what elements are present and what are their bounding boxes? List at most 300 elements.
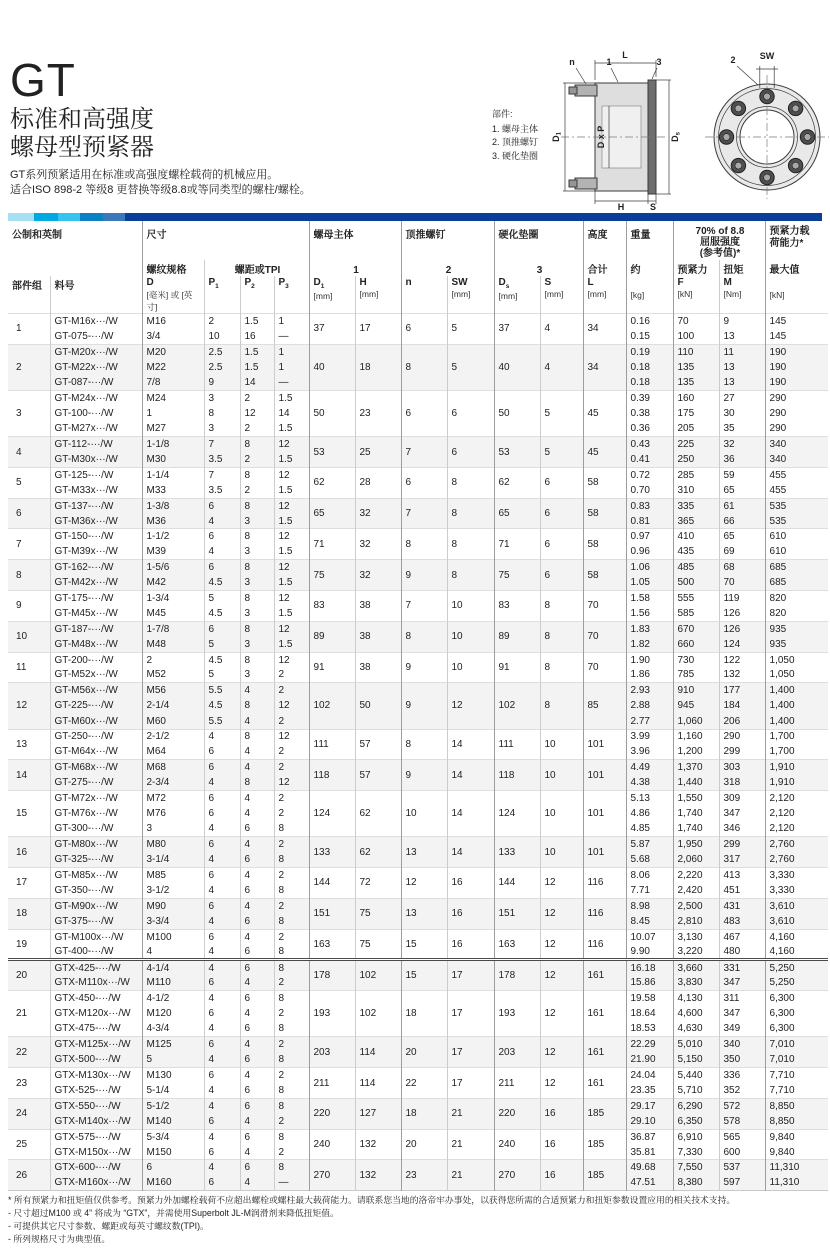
torque-m-cell: 126 bbox=[719, 621, 765, 636]
table-row bbox=[8, 390, 828, 405]
pitch-p3-cell: 2 bbox=[274, 1037, 309, 1052]
max-capacity-cell: 2,120 bbox=[769, 823, 795, 835]
weight-cell: 2.93 bbox=[626, 683, 673, 698]
preload-f-cell: 335 bbox=[673, 498, 719, 513]
pitch-p3-cell: 8 bbox=[274, 945, 309, 960]
jackbolt-head-circle bbox=[723, 134, 730, 141]
max-capacity-cell: 935 bbox=[765, 637, 828, 652]
thread-size-cell: 4 bbox=[142, 945, 204, 960]
pitch-p3-cell: 1.5 bbox=[274, 544, 309, 559]
ds-cell: 118 bbox=[494, 760, 540, 791]
weight-cell: 3.99 bbox=[626, 729, 673, 744]
col-max-kn: [kN] bbox=[769, 290, 785, 300]
callout-label-1: 1 bbox=[606, 57, 612, 67]
side-view bbox=[561, 60, 671, 204]
weight-cell: 10.07 bbox=[626, 929, 673, 944]
weight-cell: 1.83 bbox=[626, 621, 673, 636]
part-number-cell: GT-112-···/W bbox=[50, 437, 142, 452]
s-cell: 6 bbox=[540, 529, 583, 560]
torque-m-cell: 11 bbox=[719, 344, 765, 359]
weight-cell: 23.35 bbox=[626, 1083, 673, 1098]
thread-size-cell: M33 bbox=[142, 483, 204, 498]
preload-f-cell: 4,630 bbox=[673, 1021, 719, 1036]
s-cell: 5 bbox=[540, 437, 583, 468]
max-capacity-cell: 2,120 bbox=[769, 808, 795, 820]
torque-m-cell: 565 bbox=[719, 1129, 765, 1144]
max-capacity-cell: 1,910 bbox=[765, 760, 828, 775]
s-cell: 12 bbox=[540, 1037, 583, 1068]
s-cell: 16 bbox=[540, 1160, 583, 1191]
table-row bbox=[8, 437, 828, 452]
preload-f-cell: 250 bbox=[673, 452, 719, 467]
table-row bbox=[8, 791, 828, 806]
callout-label-2: 2 bbox=[730, 55, 736, 65]
header-dimensions: 尺寸 bbox=[142, 221, 309, 260]
l-cell: 58 bbox=[583, 529, 626, 560]
header-capacity-line2: 荷能力* bbox=[769, 237, 804, 249]
h-cell: 25 bbox=[355, 437, 401, 468]
pitch-p2-cell: 1.5 bbox=[240, 360, 274, 375]
col-sw: SW [mm] bbox=[447, 276, 494, 314]
torque-m-cell: 70 bbox=[719, 575, 765, 590]
weight-cell: 0.43 bbox=[626, 437, 673, 452]
table-row bbox=[8, 837, 828, 852]
torque-m-cell: 122 bbox=[719, 652, 765, 667]
h-cell: 114 bbox=[355, 1037, 401, 1068]
pitch-p2-cell: 4 bbox=[240, 868, 274, 883]
sw-cell: 8 bbox=[447, 498, 494, 529]
pitch-p3-cell: 1.5 bbox=[274, 606, 309, 621]
d1-cell: 102 bbox=[309, 683, 355, 729]
header-hardened-washer: 硬化垫圈 bbox=[494, 221, 583, 260]
table-row bbox=[8, 467, 828, 482]
pitch-p1-cell: 5.5 bbox=[204, 683, 240, 698]
part-number-cell: GTX-475-···/W bbox=[50, 1021, 142, 1036]
weight-cell: 1.86 bbox=[626, 667, 673, 682]
l-cell: 161 bbox=[583, 1068, 626, 1099]
sw-cell: 14 bbox=[447, 760, 494, 791]
weight-cell: 4.49 bbox=[626, 760, 673, 775]
ds-cell: 270 bbox=[494, 1160, 540, 1191]
part-group-cell: 13 bbox=[8, 729, 50, 760]
pitch-p1-cell: 6 bbox=[204, 1175, 240, 1190]
part-group-cell: 7 bbox=[8, 529, 50, 560]
h-cell: 28 bbox=[355, 467, 401, 498]
weight-cell: 1.06 bbox=[626, 560, 673, 575]
col-p1: $P_1$ bbox=[204, 276, 240, 314]
sw-cell: 14 bbox=[447, 729, 494, 760]
part-number-cell: GTX-550-···/W bbox=[50, 1098, 142, 1113]
weight-cell: 0.16 bbox=[626, 314, 673, 329]
thread-size-cell: 1-3/4 bbox=[142, 591, 204, 606]
color-bar bbox=[8, 213, 822, 221]
pitch-p2-cell: 3 bbox=[240, 637, 274, 652]
sw-cell: 8 bbox=[447, 529, 494, 560]
max-capacity-cell: 4,160 bbox=[765, 929, 828, 944]
pitch-p3-cell: 2 bbox=[274, 868, 309, 883]
l-cell: 185 bbox=[583, 1098, 626, 1129]
page-subtitle bbox=[10, 106, 154, 162]
h-cell: 57 bbox=[355, 729, 401, 760]
thread-size-cell: 1-1/8 bbox=[142, 437, 204, 452]
sw-cell: 17 bbox=[447, 960, 494, 991]
part-number-cell: GT-225-···/W bbox=[50, 698, 142, 713]
torque-m-cell: 347 bbox=[719, 806, 765, 821]
pitch-p3-cell: 2 bbox=[274, 714, 309, 729]
pitch-p3-cell: 1.5 bbox=[274, 575, 309, 590]
header-height: 高度 bbox=[583, 221, 626, 260]
table-row bbox=[8, 560, 828, 575]
l-cell: 45 bbox=[583, 390, 626, 436]
h-cell: 132 bbox=[355, 1160, 401, 1191]
pitch-p2-cell: 6 bbox=[240, 945, 274, 960]
pitch-p3-cell: 2 bbox=[274, 1068, 309, 1083]
table-row bbox=[8, 621, 828, 636]
max-capacity-cell: 7,710 bbox=[765, 1068, 828, 1083]
thread-size-cell: 1 bbox=[142, 406, 204, 421]
part-number-cell: GTX-450-···/W bbox=[50, 991, 142, 1006]
part-group-cell: 15 bbox=[8, 791, 50, 837]
max-capacity-cell: 5,250 bbox=[765, 975, 828, 990]
footnote-line-3: - 可提供其它尺寸参数、螺距或每英寸螺纹数(TPI)。 bbox=[8, 1221, 209, 1231]
ds-cell: 65 bbox=[494, 498, 540, 529]
pitch-p3-cell: 2 bbox=[274, 667, 309, 682]
pitch-p3-cell: 1.5 bbox=[274, 390, 309, 405]
pitch-p3-cell: 2 bbox=[274, 1114, 309, 1129]
torque-m-cell: 35 bbox=[719, 421, 765, 436]
max-capacity-cell: 685 bbox=[765, 575, 828, 590]
header-yield bbox=[673, 221, 765, 260]
part-number-cell: GT-325-···/W bbox=[50, 852, 142, 867]
pitch-p1-cell: 4.5 bbox=[204, 575, 240, 590]
dim-label-sw: SW bbox=[759, 51, 775, 61]
weight-cell: 7.71 bbox=[626, 883, 673, 898]
thread-size-cell: 3-3/4 bbox=[142, 914, 204, 929]
part-number-cell: GT-162-···/W bbox=[50, 560, 142, 575]
ds-cell: 124 bbox=[494, 791, 540, 837]
pitch-p1-cell: 5 bbox=[204, 637, 240, 652]
part-number-cell: GT-M56x···/W bbox=[50, 683, 142, 698]
technical-drawing bbox=[545, 44, 830, 212]
s-cell: 10 bbox=[540, 791, 583, 837]
thread-size-cell: M85 bbox=[142, 868, 204, 883]
h-cell: 38 bbox=[355, 652, 401, 683]
max-capacity-cell: 3,610 bbox=[765, 898, 828, 913]
s-cell: 8 bbox=[540, 652, 583, 683]
max-capacity-cell: 1,050 bbox=[765, 652, 828, 667]
pitch-p3-cell: 8 bbox=[274, 1052, 309, 1067]
thread-size-cell: M36 bbox=[142, 514, 204, 529]
header-jackbolts: 顶推螺钉 bbox=[401, 221, 494, 260]
pitch-p3-cell: 12 bbox=[274, 560, 309, 575]
max-capacity-cell: 1,400 bbox=[765, 698, 828, 713]
thread-size-cell: M72 bbox=[142, 791, 204, 806]
dim-label-h: H bbox=[617, 202, 625, 212]
part-group-cell: 16 bbox=[8, 837, 50, 868]
weight-cell: 0.15 bbox=[626, 329, 673, 344]
preload-f-cell: 2,060 bbox=[673, 852, 719, 867]
torque-m-cell: 13 bbox=[719, 329, 765, 344]
preload-f-cell: 1,740 bbox=[673, 806, 719, 821]
col-part-group: 部件组 bbox=[8, 276, 50, 314]
header-capacity bbox=[765, 221, 828, 260]
dim-label-L: L bbox=[622, 50, 628, 60]
pitch-p2-cell: 12 bbox=[240, 406, 274, 421]
l-cell: 85 bbox=[583, 683, 626, 729]
pitch-p1-cell: 4 bbox=[204, 1098, 240, 1113]
s-cell: 4 bbox=[540, 314, 583, 345]
weight-cell: 15.86 bbox=[626, 975, 673, 990]
pitch-p3-cell: 12 bbox=[274, 467, 309, 482]
thread-size-cell: 3/4 bbox=[142, 329, 204, 344]
sw-cell: 17 bbox=[447, 1068, 494, 1099]
preload-f-cell: 1,160 bbox=[673, 729, 719, 744]
pitch-p3-cell: 1 bbox=[274, 360, 309, 375]
torque-m-cell: 311 bbox=[719, 991, 765, 1006]
thread-size-cell: M64 bbox=[142, 744, 204, 759]
ds-cell: 211 bbox=[494, 1068, 540, 1099]
weight-cell: 0.83 bbox=[626, 498, 673, 513]
weight-cell: 8.98 bbox=[626, 898, 673, 913]
page-title: GT bbox=[10, 54, 76, 106]
max-capacity-cell: 1,050 bbox=[769, 669, 795, 681]
h-cell: 17 bbox=[355, 314, 401, 345]
ds-cell: 133 bbox=[494, 837, 540, 868]
thread-size-cell: M60 bbox=[142, 714, 204, 729]
pitch-p2-cell: 6 bbox=[240, 1083, 274, 1098]
subtitle-line-2: 螺母型预紧器 bbox=[10, 134, 154, 161]
pitch-p2-cell: 2 bbox=[240, 452, 274, 467]
max-capacity-cell: 6,300 bbox=[769, 1008, 795, 1020]
pitch-p2-cell: 8 bbox=[240, 621, 274, 636]
pitch-p2-cell: 4 bbox=[240, 791, 274, 806]
s-cell: 10 bbox=[540, 837, 583, 868]
pitch-p1-cell: 6 bbox=[204, 837, 240, 852]
torque-m-cell: 9 bbox=[719, 314, 765, 329]
preload-f-cell: 5,440 bbox=[673, 1068, 719, 1083]
preload-f-cell: 6,910 bbox=[673, 1129, 719, 1144]
l-cell: 101 bbox=[583, 729, 626, 760]
max-capacity-cell: 3,610 bbox=[765, 914, 828, 929]
pitch-p3-cell: 2 bbox=[274, 744, 309, 759]
preload-f-cell: 435 bbox=[673, 544, 719, 559]
max-capacity-cell: 290 bbox=[765, 390, 828, 405]
weight-cell: 49.68 bbox=[626, 1160, 673, 1175]
sw-cell: 14 bbox=[447, 791, 494, 837]
sw-cell: 21 bbox=[447, 1098, 494, 1129]
n-cell: 8 bbox=[401, 344, 447, 390]
part-number-cell: GT-100-···/W bbox=[50, 406, 142, 421]
header-yield-line1: 70% of 8.8 bbox=[695, 226, 745, 237]
max-capacity-cell: 340 bbox=[765, 452, 828, 467]
torque-m-cell: 299 bbox=[719, 744, 765, 759]
l-cell: 34 bbox=[583, 314, 626, 345]
jackbolt-head-circle bbox=[735, 105, 742, 112]
n-cell: 20 bbox=[401, 1129, 447, 1160]
d1-cell: 91 bbox=[309, 652, 355, 683]
jackbolt-head-circle bbox=[764, 93, 771, 100]
preload-f-cell: 730 bbox=[673, 652, 719, 667]
pitch-p1-cell: 6 bbox=[204, 806, 240, 821]
header-yield-line3: (参考值)* bbox=[699, 248, 741, 259]
preload-f-cell: 660 bbox=[673, 637, 719, 652]
part-group-cell: 11 bbox=[8, 652, 50, 683]
part-number-cell: GT-350-···/W bbox=[50, 883, 142, 898]
col-part-number: 料号 bbox=[50, 276, 142, 314]
preload-f-cell: 205 bbox=[673, 421, 719, 436]
weight-cell: 0.96 bbox=[626, 544, 673, 559]
footnote-line-4: - 所列规格尺寸为典型值。 bbox=[8, 1234, 111, 1244]
part-number-cell: GT-M42x···/W bbox=[50, 575, 142, 590]
sw-cell: 10 bbox=[447, 621, 494, 652]
torque-m-cell: 347 bbox=[719, 1006, 765, 1021]
pitch-p3-cell: 12 bbox=[274, 498, 309, 513]
jackbolt-head-circle bbox=[792, 105, 799, 112]
torque-m-cell: 65 bbox=[719, 483, 765, 498]
preload-f-cell: 6,290 bbox=[673, 1098, 719, 1113]
header-item-1: 1 bbox=[309, 260, 401, 276]
footnote-line-1: * 所有预紧力和扭矩值仅供参考。预紧力外加螺栓载荷不应超出螺栓或螺柱最大载荷能力。请联系您当地的洛帝牢办事处，以获得您所需的合适预紧力和扭矩参数设置应用的相关技术支持。 bbox=[8, 1195, 736, 1205]
thread-size-cell: M30 bbox=[142, 452, 204, 467]
thread-size-cell: M90 bbox=[142, 898, 204, 913]
preload-f-cell: 2,420 bbox=[673, 883, 719, 898]
h-cell: 32 bbox=[355, 529, 401, 560]
max-capacity-cell: 290 bbox=[769, 408, 787, 420]
subtitle-line-1: 标准和高强度 bbox=[10, 106, 154, 133]
torque-m-cell: 68 bbox=[719, 560, 765, 575]
thread-size-cell: M48 bbox=[142, 637, 204, 652]
preload-f-cell: 4,130 bbox=[673, 991, 719, 1006]
weight-cell: 0.36 bbox=[626, 421, 673, 436]
thread-size-cell: M45 bbox=[142, 606, 204, 621]
thread-size-cell: 1-5/6 bbox=[142, 560, 204, 575]
preload-f-cell: 670 bbox=[673, 621, 719, 636]
pitch-p1-cell: 4.5 bbox=[204, 606, 240, 621]
part-number-cell: GT-M85x···/W bbox=[50, 868, 142, 883]
part-number-cell: GTX-M120x···/W bbox=[50, 1006, 142, 1021]
weight-cell: 1.56 bbox=[626, 606, 673, 621]
pitch-p2-cell: 8 bbox=[240, 467, 274, 482]
weight-cell: 2.77 bbox=[626, 714, 673, 729]
sw-cell: 8 bbox=[447, 560, 494, 591]
h-cell: 75 bbox=[355, 929, 401, 960]
weight-cell: 1.90 bbox=[626, 652, 673, 667]
pitch-p2-cell: 4 bbox=[240, 806, 274, 821]
dim-label-n: n bbox=[569, 57, 575, 67]
l-cell: 116 bbox=[583, 868, 626, 899]
weight-cell: 1.82 bbox=[626, 637, 673, 652]
part-number-cell: GT-M33x···/W bbox=[50, 483, 142, 498]
ds-cell: 220 bbox=[494, 1098, 540, 1129]
torque-m-cell: 299 bbox=[719, 837, 765, 852]
thread-size-cell: 2-3/4 bbox=[142, 775, 204, 790]
pitch-p3-cell: 12 bbox=[274, 698, 309, 713]
max-capacity-cell: 9,840 bbox=[769, 1146, 795, 1158]
pitch-p1-cell: 6 bbox=[204, 791, 240, 806]
pitch-p3-cell: — bbox=[274, 375, 309, 390]
h-cell: 132 bbox=[355, 1129, 401, 1160]
n-cell: 9 bbox=[401, 560, 447, 591]
thread-size-cell: 2-1/4 bbox=[142, 698, 204, 713]
ds-cell: 193 bbox=[494, 991, 540, 1037]
ds-cell: 91 bbox=[494, 652, 540, 683]
s-cell: 10 bbox=[540, 760, 583, 791]
table-row bbox=[8, 498, 828, 513]
max-capacity-cell: 7,010 bbox=[765, 1052, 828, 1067]
dim-label-ds: Ds bbox=[670, 132, 682, 142]
weight-cell: 18.64 bbox=[626, 1006, 673, 1021]
part-number-cell: GTX-M150x···/W bbox=[50, 1145, 142, 1160]
table-row bbox=[8, 760, 828, 775]
torque-m-cell: 350 bbox=[719, 1052, 765, 1067]
pitch-p1-cell: 4.5 bbox=[204, 652, 240, 667]
part-number-cell: GT-M20x···/W bbox=[50, 344, 142, 359]
pitch-p2-cell: 3 bbox=[240, 514, 274, 529]
l-cell: 58 bbox=[583, 467, 626, 498]
pitch-p1-cell: 6 bbox=[204, 529, 240, 544]
n-cell: 23 bbox=[401, 1160, 447, 1191]
pitch-p1-cell: 6 bbox=[204, 560, 240, 575]
d1-cell: 65 bbox=[309, 498, 355, 529]
weight-cell: 16.18 bbox=[626, 960, 673, 975]
d1-cell: 50 bbox=[309, 390, 355, 436]
torque-m-cell: 352 bbox=[719, 1083, 765, 1098]
d1-cell: 270 bbox=[309, 1160, 355, 1191]
thread-size-cell: M120 bbox=[142, 1006, 204, 1021]
pitch-p1-cell: 6 bbox=[204, 744, 240, 759]
sw-cell: 16 bbox=[447, 898, 494, 929]
thread-size-cell: 3-1/4 bbox=[142, 852, 204, 867]
part-number-cell: GT-150-···/W bbox=[50, 529, 142, 544]
pitch-p1-cell: 6 bbox=[204, 1037, 240, 1052]
thread-size-cell: M27 bbox=[142, 421, 204, 436]
pitch-p1-cell: 4.5 bbox=[204, 698, 240, 713]
pitch-p1-cell: 4 bbox=[204, 1021, 240, 1036]
col-p2: $P_2$ bbox=[240, 276, 274, 314]
n-cell: 15 bbox=[401, 929, 447, 960]
preload-f-cell: 2,500 bbox=[673, 898, 719, 913]
n-cell: 7 bbox=[401, 437, 447, 468]
s-cell: 16 bbox=[540, 1129, 583, 1160]
pitch-p1-cell: 10 bbox=[204, 329, 240, 344]
part-number-cell: GT-M100x···/W bbox=[50, 929, 142, 944]
pitch-p3-cell: 2 bbox=[274, 975, 309, 990]
header-max: 最大值 bbox=[769, 265, 800, 276]
preload-f-cell: 225 bbox=[673, 437, 719, 452]
jackbolt-head-circle bbox=[764, 174, 771, 181]
pitch-p1-cell: 4 bbox=[204, 514, 240, 529]
callout-label-3: 3 bbox=[656, 57, 662, 67]
n-cell: 12 bbox=[401, 868, 447, 899]
table-row bbox=[8, 991, 828, 1006]
pitch-p3-cell: 2 bbox=[274, 683, 309, 698]
sw-cell: 12 bbox=[447, 683, 494, 729]
torque-m-cell: 177 bbox=[719, 683, 765, 698]
d1-cell: 151 bbox=[309, 898, 355, 929]
max-capacity-cell: 1,700 bbox=[765, 729, 828, 744]
table-row bbox=[8, 1129, 828, 1144]
weight-cell: 47.51 bbox=[626, 1175, 673, 1190]
header-thread-spec: 螺纹规格 bbox=[142, 260, 204, 276]
weight-cell: 4.86 bbox=[626, 806, 673, 821]
max-capacity-cell: 1,400 bbox=[765, 683, 828, 698]
max-capacity-cell: 820 bbox=[769, 607, 787, 619]
d1-cell: 240 bbox=[309, 1129, 355, 1160]
thread-size-cell: M110 bbox=[142, 975, 204, 990]
part-number-cell: GTX-425-···/W bbox=[50, 960, 142, 975]
d1-cell: 111 bbox=[309, 729, 355, 760]
part-number-cell: GT-M24x···/W bbox=[50, 390, 142, 405]
